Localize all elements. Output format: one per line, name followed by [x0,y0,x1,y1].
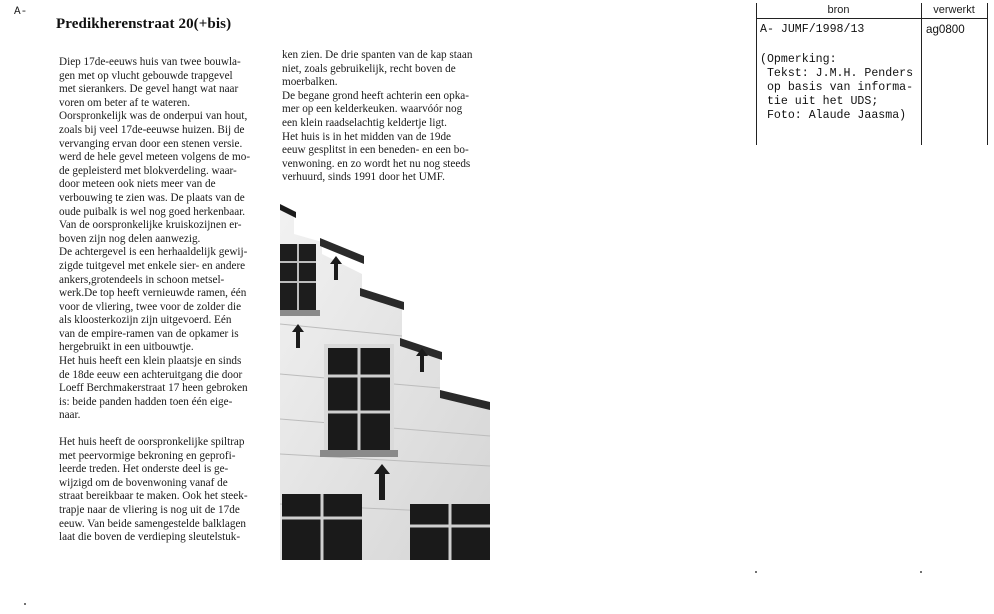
paragraph: Diep 17de-eeuws huis van twee bouwla- gen met op vlucht gebouwde trapgevel met sierankers. De gevel hangt wat naar voren om beter af te wateren. Oorspronkelijk was de onderpui van hout, zoals bij veel 17de-eeuwse huizen. Bij de vervanging ervan door een stenen versie. werd de hele gevel meteen volgens de mo- de gepleisterd met blokverdeling. waar- door meteen ook niets meer van de verbouwing te zien was. De plaats van de oude puibalk is wel nog goed herkenbaar. Van de oorspronkelijke kruiskozijnen er- boven zijn nog delen aanwezig. De achtergevel is een herhaaldelijk gewij- zigde tuitgevel met enkele sier- en andere ankers,grotendeels in schoon metsel- werk.De top heeft vernieuwde ramen, één voor de vliering, twee voor de zolder die als kloosterkozijn zijn uitgevoerd. Eén van de empire-ramen van de opkamer is hergebruikt in een uitbouwtje. Het huis heeft een klein plaatsje en sinds de 18de eeuw een achteruitgang die door Loeff Berchmakerstraat 17 heen gebroken is: beide panden hadden toen één eige- naar. [59,56,251,422]
facade-illustration [280,204,492,560]
scan-speck [920,571,922,573]
remark-line: tie uit het UDS; [760,95,879,108]
building-facade-photo [280,204,492,560]
source-table [756,3,988,145]
header-bron: bron [827,4,850,16]
corner-mark: A- [14,6,28,18]
processed-code: ag0800 [926,23,965,36]
page-title: Predikherenstraat 20(+bis) [56,16,232,32]
text-column-left [59,56,274,545]
paragraph: Het huis heeft de oorspronkelijke spiltrap met peervormige bekroning en geprofi- leerde treden. Het onderste deel is ge- wijzigd om de bovenwoning vanaf de straat bereikbaar te maken. Ook het steek- trapje naar de vliering is nog uit de 17de eeuw. Van beide samengestelde balklagen laat die boven de verdieping sleutelstuk- [59,436,248,544]
remark-line: Foto: Alaude Jaasma) [760,109,907,122]
scan-speck [755,571,757,573]
text-column-right [282,49,497,185]
header-verwerkt: verwerkt [933,4,975,16]
remark-line: (Opmerking: [760,53,837,66]
source-reference: A- JUMF/1998/13 [760,23,865,36]
source-remark [760,53,913,123]
remark-line: op basis van informa- [760,81,914,94]
paragraph: ken zien. De drie spanten van de kap staan niet, zoals gebruikelijk, recht boven de moerbalken. De begane grond heeft achterin een opka- mer op een kelderkeuken. waarvóór nog een klein raadselachtig keldertje ligt. Het huis is in het midden van de 19de eeuw gesplitst in een beneden- en een bo- venwoning. en zo wordt het nu nog steeds verhuurd, sinds 1991 door het UMF. [282,49,473,184]
remark-line: Tekst: J.M.H. Penders [760,67,914,80]
scan-speck [24,603,26,605]
